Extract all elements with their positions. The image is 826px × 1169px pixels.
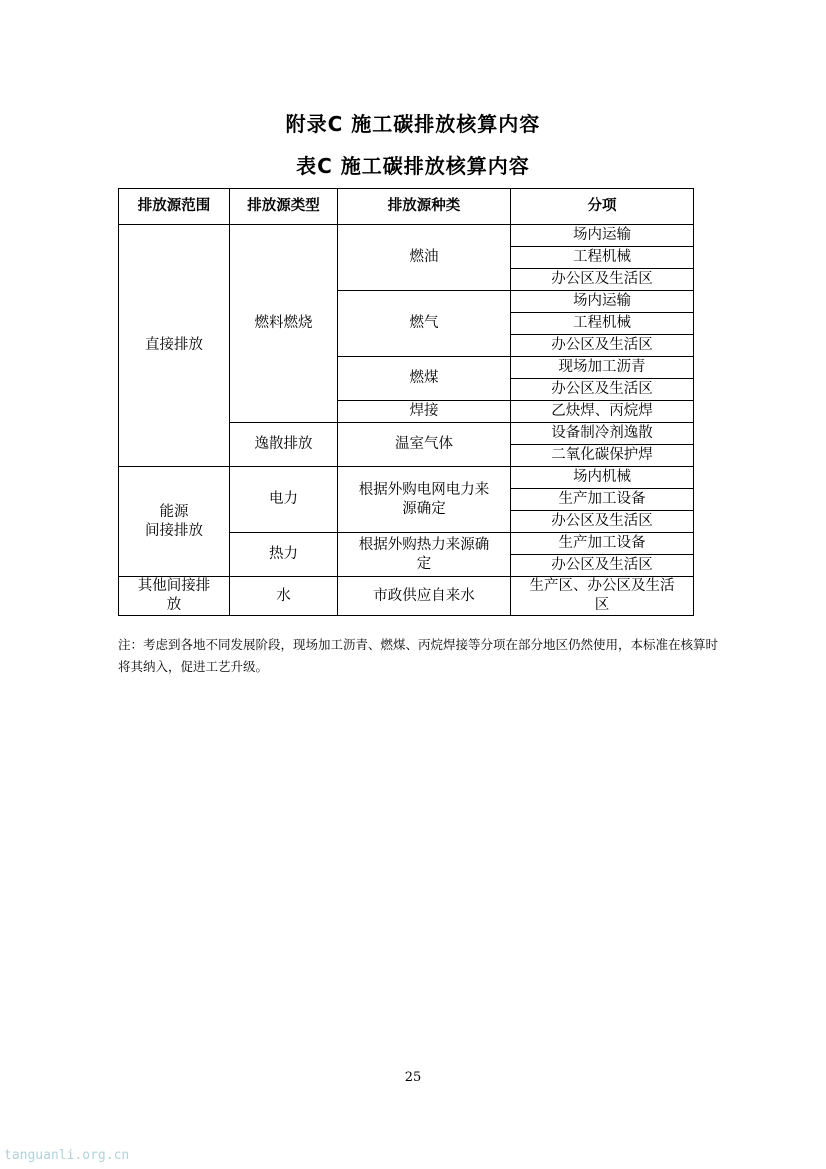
type-fugitive: 逸散排放: [230, 423, 338, 467]
table-row: [119, 225, 694, 247]
watermark: tanguanli.org.cn: [4, 1148, 130, 1163]
type-water: 水: [230, 577, 338, 616]
header-scope: 排放源范围: [119, 189, 230, 225]
page-number: 25: [404, 1070, 422, 1085]
type-fuel-combustion: 燃料燃烧: [230, 225, 338, 423]
item-cell: 二氧化碳保护焊: [511, 445, 694, 467]
item-cell: 办公区及生活区: [511, 379, 694, 401]
kind-fuel-gas: 燃气: [338, 291, 511, 357]
kind-coal: 燃煤: [338, 357, 511, 401]
item-cell: 设备制冷剂逸散: [511, 423, 694, 445]
item-cell: 场内运输: [511, 291, 694, 313]
table-title: 表C 施工碳排放核算内容: [296, 154, 530, 178]
kind-grid-power: 根据外购电网电力来 源确定: [338, 467, 511, 533]
item-cell: 工程机械: [511, 247, 694, 269]
type-heat: 热力: [230, 533, 338, 577]
scope-other-indirect: 其他间接排 放: [119, 577, 230, 616]
kind-ghg: 温室气体: [338, 423, 511, 467]
kind-fuel-oil: 燃油: [338, 225, 511, 291]
item-cell: 办公区及生活区: [511, 555, 694, 577]
scope-energy-indirect: 能源 间接排放: [119, 467, 230, 577]
item-cell: 办公区及生活区: [511, 269, 694, 291]
header-item: 分项: [511, 189, 694, 225]
appendix-title: 附录C 施工碳排放核算内容: [285, 112, 541, 136]
item-cell: 现场加工沥青: [511, 357, 694, 379]
carbon-emission-table: [118, 188, 694, 616]
item-cell: 生产加工设备: [511, 533, 694, 555]
item-cell: 场内运输: [511, 225, 694, 247]
kind-tap-water: 市政供应自来水: [338, 577, 511, 616]
item-cell: 乙炔焊、丙烷焊: [511, 401, 694, 423]
item-cell: 生产区、办公区及生活 区: [511, 577, 694, 616]
table-header-row: [119, 189, 694, 225]
header-type: 排放源类型: [230, 189, 338, 225]
item-cell: 办公区及生活区: [511, 335, 694, 357]
item-cell: 生产加工设备: [511, 489, 694, 511]
table-note: 注：考虑到各地不同发展阶段，现场加工沥青、燃煤、丙烷焊接等分项在部分地区仍然使用，本标准在核算时将其纳入，促进工艺升级。: [118, 637, 719, 674]
table-row: [119, 467, 694, 489]
kind-purchased-heat: 根据外购热力来源确 定: [338, 533, 511, 577]
kind-welding: 焊接: [338, 401, 511, 423]
header-kind: 排放源种类: [338, 189, 511, 225]
item-cell: 办公区及生活区: [511, 511, 694, 533]
item-cell: 工程机械: [511, 313, 694, 335]
table-row: [119, 577, 694, 616]
scope-direct: 直接排放: [119, 225, 230, 467]
type-electricity: 电力: [230, 467, 338, 533]
item-cell: 场内机械: [511, 467, 694, 489]
